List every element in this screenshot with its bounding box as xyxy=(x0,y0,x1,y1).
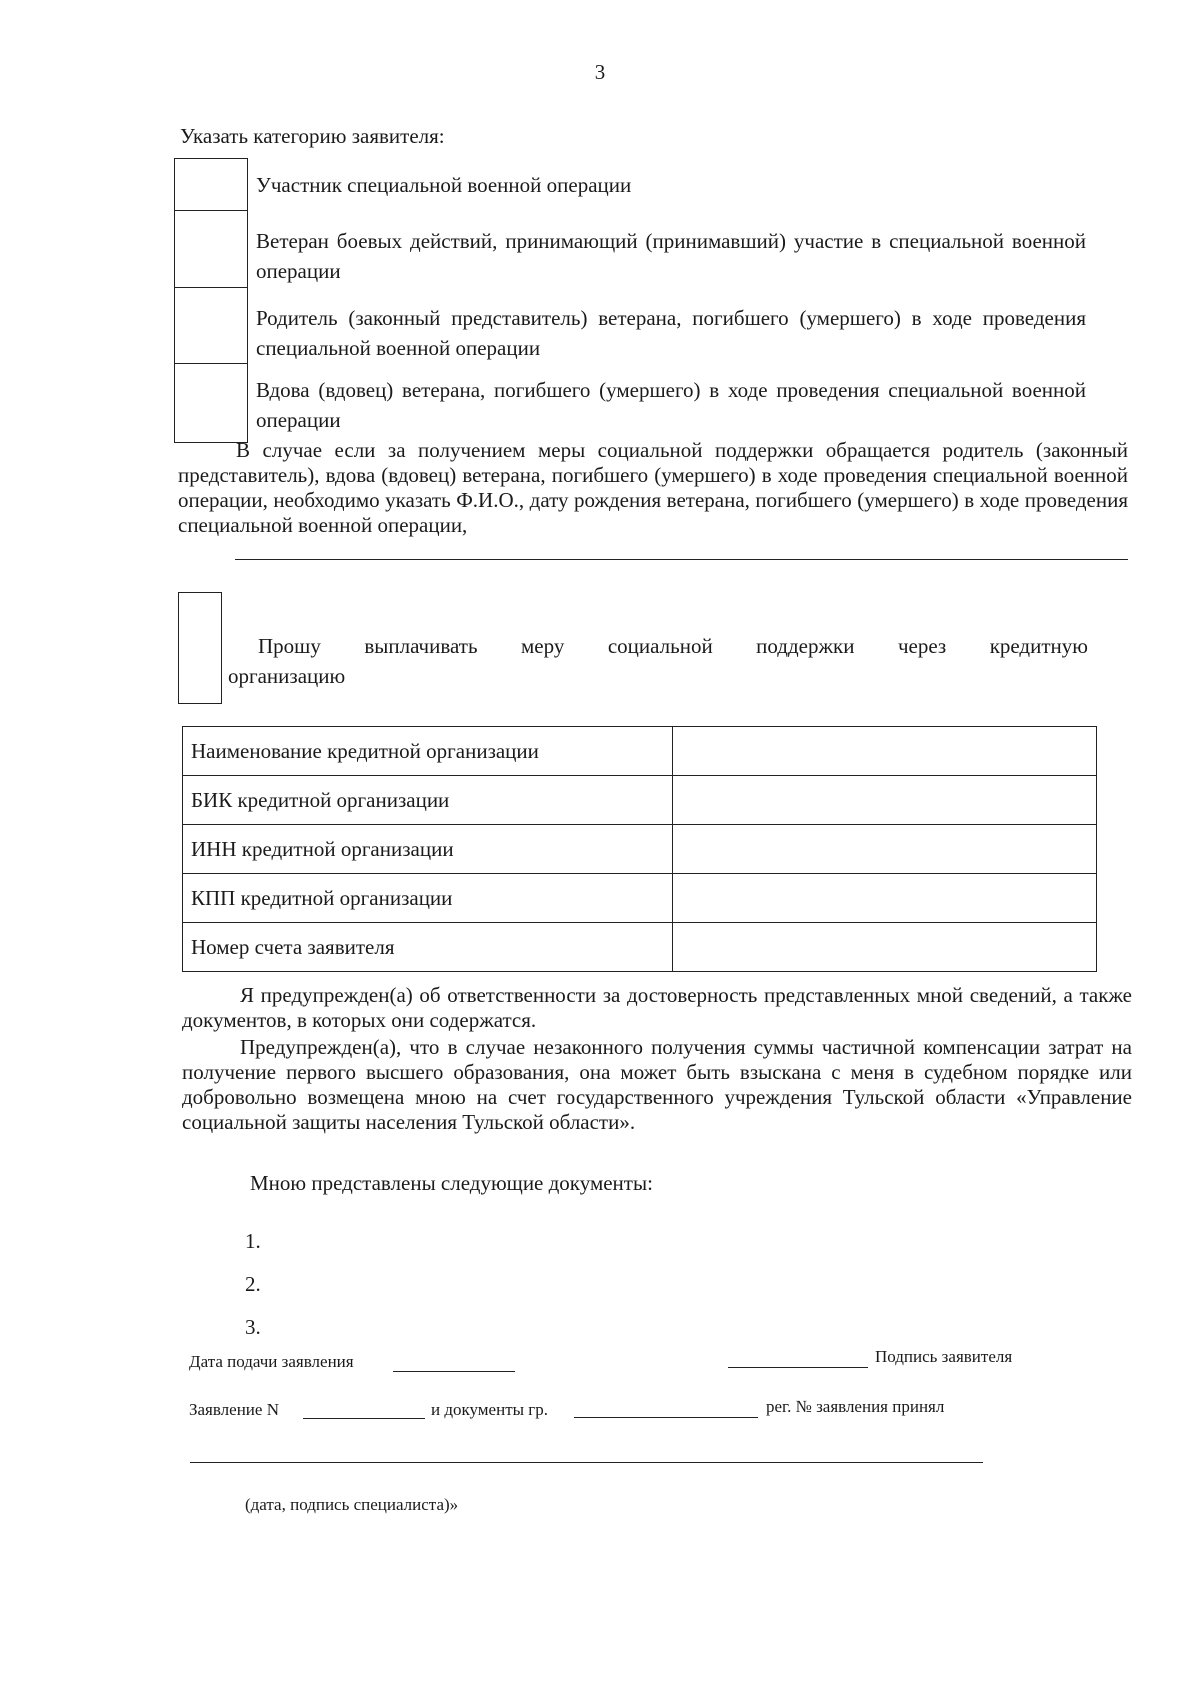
bank-name-label: Наименование кредитной организации xyxy=(183,727,673,776)
kpp-label: КПП кредитной организации xyxy=(183,874,673,923)
document-item: 2. xyxy=(245,1272,261,1296)
responsibility-warning: Я предупрежден(а) об ответственности за достоверность представленных мной сведений, а также документов, в которых они содержатся. xyxy=(182,983,1132,1032)
payment-word: кредитную xyxy=(989,634,1088,658)
table-row xyxy=(183,874,1097,923)
inn-label: ИНН кредитной организации xyxy=(183,825,673,874)
fio-input-line[interactable] xyxy=(235,559,1128,560)
payment-word: поддержки xyxy=(756,634,855,658)
application-number-field[interactable] xyxy=(303,1418,425,1419)
payment-word: социальной xyxy=(607,634,713,658)
category-row xyxy=(174,363,1086,443)
payment-word: через xyxy=(897,634,947,658)
applicant-signature-label: Подпись заявителя xyxy=(875,1347,1013,1366)
documents-intro: Мною представлены следующие документы: xyxy=(250,1171,653,1195)
category-heading: Указать категорию заявителя: xyxy=(180,124,445,148)
category-row xyxy=(174,210,1086,287)
bik-field[interactable] xyxy=(672,776,1096,825)
table-row xyxy=(183,727,1097,776)
citizen-name-field[interactable] xyxy=(574,1417,758,1418)
submission-date-field[interactable] xyxy=(393,1371,515,1372)
category-label: Участник специальной военной операции xyxy=(256,173,632,197)
payment-request-line xyxy=(228,631,1088,661)
bank-name-field[interactable] xyxy=(672,727,1096,776)
page-number: 3 xyxy=(594,60,606,84)
application-number-label: Заявление N xyxy=(189,1400,279,1419)
kpp-field[interactable] xyxy=(672,874,1096,923)
category-label: Родитель (законный представитель) ветерана, погибшего (умершего) в ходе проведения специальной военной операции xyxy=(256,306,1086,360)
submission-date-label: Дата подачи заявления xyxy=(189,1352,354,1371)
category-row xyxy=(174,158,1086,210)
table-row xyxy=(183,825,1097,874)
payment-word: выплачивать xyxy=(364,634,478,658)
category-grid xyxy=(174,158,1086,443)
bank-details-table xyxy=(182,726,1097,972)
payment-word: организацию xyxy=(228,664,346,688)
payment-checkbox[interactable] xyxy=(178,592,222,704)
case-paragraph: В случае если за получением меры социальной поддержки обращается родитель (законный представитель), вдова (вдовец) ветерана, погибшего (умершего) в ходе проведения специальной военной операции, необходимо указать Ф.И.О., дату рождения ветерана, погибшего (умершего) в ходе проведения специальной военной операции, xyxy=(178,438,1128,537)
category-checkbox-veteran[interactable] xyxy=(174,210,248,287)
payment-request xyxy=(228,631,1088,691)
specialist-signature-label: (дата, подпись специалиста)» xyxy=(245,1495,459,1514)
category-label: Ветеран боевых действий, принимающий (принимавший) участие в специальной военной операции xyxy=(256,229,1086,283)
category-checkbox-widow[interactable] xyxy=(174,363,248,443)
specialist-signature-field[interactable] xyxy=(190,1462,983,1463)
registration-accepted-label: рег. № заявления принял xyxy=(766,1397,945,1416)
compensation-warning: Предупрежден(а), что в случае незаконного получения суммы частичной компенсации затрат на получение первого высшего образования, она может быть взыскана с меня в судебном порядке или добровольно возмещена мною на счет государственного учреждения Тульской области «Управление социальной защиты населения Тульской области». xyxy=(182,1035,1132,1134)
inn-field[interactable] xyxy=(672,825,1096,874)
payment-word: Прошу xyxy=(258,634,321,658)
category-label: Вдова (вдовец) ветерана, погибшего (умершего) в ходе проведения специальной военной операции xyxy=(256,378,1086,432)
applicant-signature-field[interactable] xyxy=(728,1367,868,1368)
document-item: 3. xyxy=(245,1315,261,1339)
category-checkbox-parent[interactable] xyxy=(174,287,248,363)
table-row xyxy=(183,923,1097,972)
account-number-label: Номер счета заявителя xyxy=(183,923,673,972)
table-row xyxy=(183,776,1097,825)
account-number-field[interactable] xyxy=(672,923,1096,972)
category-row xyxy=(174,287,1086,363)
document-item: 1. xyxy=(245,1229,261,1253)
bik-label: БИК кредитной организации xyxy=(183,776,673,825)
category-checkbox-participant[interactable] xyxy=(174,158,248,210)
citizen-documents-label: и документы гр. xyxy=(431,1400,549,1419)
payment-word: меру xyxy=(521,634,565,658)
